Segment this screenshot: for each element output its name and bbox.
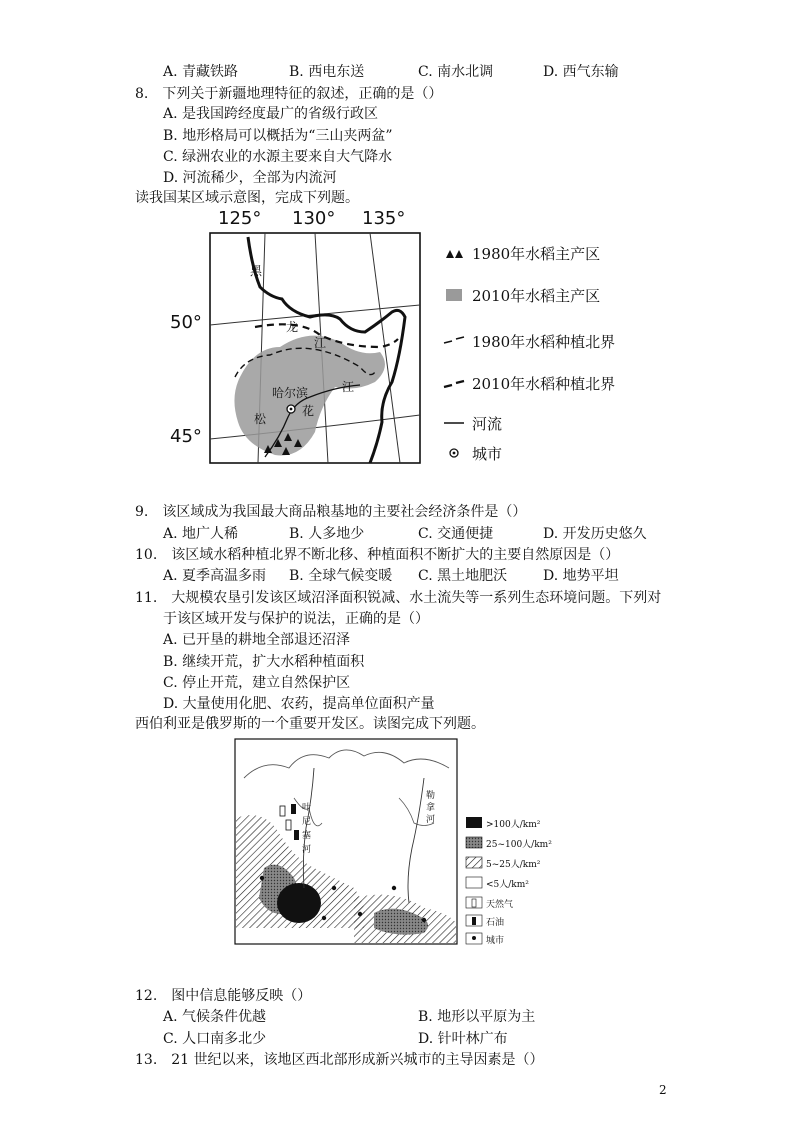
q7-option-a: A. 青藏铁路: [163, 64, 239, 80]
river-label-le: 勒: [426, 791, 436, 801]
legend-city: 城市: [486, 936, 505, 946]
legend-oil: 石油: [486, 918, 505, 928]
river-label-ni: 尼: [302, 817, 312, 827]
legend-1980-rice-area: 1980年水稻主产区: [472, 245, 601, 263]
map-siberia-population: [234, 738, 564, 946]
intro-map2: 西伯利亚是俄罗斯的一个重要开发区。读图完成下列题。: [135, 716, 485, 732]
river-label-hua: 花: [302, 404, 315, 418]
q10-option-b: B. 全球气候变暖: [289, 568, 393, 584]
q10-option-a: A. 夏季高温多雨: [163, 568, 267, 584]
q12-stem: 12. 图中信息能够反映（）: [135, 988, 312, 1004]
legend-2010-boundary: 2010年水稻种植北界: [472, 375, 616, 393]
river-label-song: 松: [254, 412, 267, 426]
q10-option-c: C. 黑土地肥沃: [418, 568, 508, 584]
q12-option-a: A. 气候条件优越: [163, 1009, 267, 1025]
legend-pop-lt5: <5人/km²: [486, 880, 529, 890]
q8-option-c: C. 绿洲农业的水源主要来自大气降水: [163, 149, 393, 165]
river-label-jiang2: 江: [342, 380, 355, 394]
q9-stem: 9. 该区域成为我国最大商品粮基地的主要社会经济条件是（）: [135, 504, 527, 520]
q7-option-b: B. 西电东送: [289, 64, 365, 80]
q11-option-c: C. 停止开荒，建立自然保护区: [163, 675, 351, 691]
q11-option-a: A. 已开垦的耕地全部退还沼泽: [163, 632, 351, 648]
page-number: 2: [659, 1083, 667, 1097]
q11-stem-line1: 11. 大规模农垦引发该区域沼泽面积锐减、水土流失等一系列生态环境问题。下列对: [135, 590, 662, 606]
q9-option-a: A. 地广人稀: [163, 526, 239, 542]
q10-stem: 10. 该区域水稻种植北界不断北移、种植面积不断扩大的主要自然原因是（）: [135, 547, 620, 563]
q11-option-b: B. 继续开荒，扩大水稻种植面积: [163, 654, 365, 670]
q8-option-d: D. 河流稀少，全部为内流河: [163, 170, 337, 186]
q11-option-d: D. 大量使用化肥、农药，提高单位面积产量: [163, 696, 435, 712]
city-harbin: 哈尔滨: [272, 386, 309, 400]
q8-option-b: B. 地形格局可以概括为“三山夹两盆”: [163, 128, 393, 144]
q12-option-c: C. 人口南多北少: [163, 1031, 267, 1047]
q9-option-c: C. 交通便捷: [418, 526, 494, 542]
q9-option-b: B. 人多地少: [289, 526, 365, 542]
legend-2010-rice-area: 2010年水稻主产区: [472, 287, 601, 305]
lon-135: 135°: [362, 208, 406, 229]
legend-city: 城市: [472, 445, 503, 463]
legend-natural-gas: 天然气: [486, 900, 514, 910]
river-label-hei: 黑: [250, 264, 263, 278]
lat-50: 50°: [170, 312, 202, 333]
legend-pop-gt100: >100人/km²: [486, 820, 541, 830]
river-label-na: 拿: [426, 803, 436, 813]
q12-option-d: D. 针叶林广布: [418, 1031, 508, 1047]
legend-pop-5-25: 5~25人/km²: [486, 860, 541, 870]
river-label-long: 龙: [286, 320, 299, 334]
river-label-sai: 塞: [302, 831, 312, 841]
q10-option-d: D. 地势平坦: [543, 568, 619, 584]
map-northeast-rice: [160, 207, 640, 469]
q11-stem-line2: 于该区域开发与保护的说法，正确的是（）: [163, 611, 429, 627]
q7-option-d: D. 西气东输: [543, 64, 619, 80]
q12-option-b: B. 地形以平原为主: [418, 1009, 536, 1025]
lat-45: 45°: [170, 426, 202, 447]
q13-stem: 13. 21 世纪以来，该地区西北部形成新兴城市的主导因素是（）: [135, 1052, 544, 1068]
q8-stem: 8. 下列关于新疆地理特征的叙述，正确的是（）: [135, 86, 443, 102]
q9-option-d: D. 开发历史悠久: [543, 526, 647, 542]
river-label-he1: 河: [302, 845, 312, 855]
legend-1980-boundary: 1980年水稻种植北界: [472, 333, 616, 351]
river-label-he2: 河: [426, 815, 436, 825]
river-label-jiang1: 江: [314, 336, 327, 350]
q8-option-a: A. 是我国跨经度最广的省级行政区: [163, 106, 379, 122]
river-label-ye: 叶: [302, 803, 312, 813]
intro-map1: 读我国某区域示意图，完成下列题。: [135, 190, 359, 206]
legend-river: 河流: [472, 415, 503, 433]
lon-125: 125°: [218, 208, 262, 229]
lon-130: 130°: [292, 208, 336, 229]
q7-option-c: C. 南水北调: [418, 64, 494, 80]
legend-pop-25-100: 25~100人/km²: [486, 840, 552, 850]
